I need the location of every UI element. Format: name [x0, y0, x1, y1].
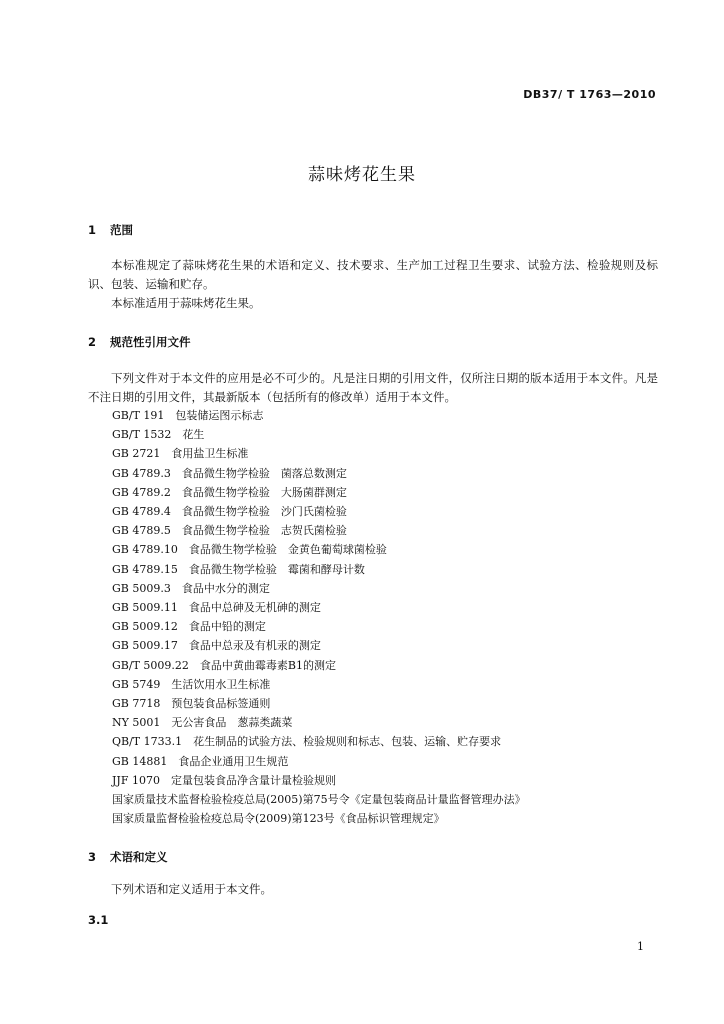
scope-paragraph: 本标准规定了蒜味烤花生果的术语和定义、技术要求、生产加工过程卫生要求、试验方法、检验规则及标识、包装、运输和贮存。	[88, 258, 658, 291]
reference-item: GB 2721 食用盐卫生标准	[112, 447, 249, 461]
section-3-body	[88, 880, 658, 899]
section-1-heading	[88, 222, 133, 238]
section-2-intro	[88, 369, 658, 407]
section-number: 3	[88, 850, 97, 864]
terms-intro: 下列术语和定义适用于本文件。	[111, 882, 272, 896]
reference-item: GB 4789.5 食品微生物学检验 志贺氏菌检验	[112, 524, 347, 538]
section-title: 范围	[110, 223, 134, 237]
reference-item: GB 7718 预包装食品标签通则	[112, 697, 271, 711]
reference-item: GB/T 5009.22 食品中黄曲霉毒素B1的测定	[112, 658, 336, 672]
section-title: 规范性引用文件	[110, 335, 191, 349]
section-1-body	[88, 256, 658, 313]
reference-item: GB 5009.12 食品中铅的测定	[112, 620, 266, 634]
standard-code: DB37/ T 1763—2010	[523, 88, 656, 101]
reference-item: GB/T 191 包装储运图示标志	[112, 409, 264, 422]
scope-paragraph: 本标准适用于蒜味烤花生果。	[111, 296, 261, 310]
reference-item: GB 5749 生活饮用水卫生标准	[112, 677, 271, 691]
reference-item: JJF 1070 定量包装食品净含量计量检验规则	[112, 773, 336, 787]
reference-item: GB 4789.2 食品微生物学检验 大肠菌群测定	[112, 485, 347, 499]
page-number: 1	[637, 940, 644, 953]
section-number: 2	[88, 335, 97, 349]
reference-item: GB 4789.15 食品微生物学检验 霉菌和酵母计数	[112, 562, 365, 576]
reference-item: GB/T 1532 花生	[112, 428, 205, 442]
subsection-number: 3.1	[88, 913, 109, 927]
reference-item: 国家质量监督检验检疫总局令(2009)第123号《食品标识管理规定》	[112, 812, 445, 826]
document-title: 蒜味烤花生果	[308, 165, 416, 185]
reference-item: GB 14881 食品企业通用卫生规范	[112, 754, 289, 768]
reference-item: QB/T 1733.1 花生制品的试验方法、检验规则和标志、包装、运输、贮存要求	[112, 735, 502, 749]
reference-item: GB 4789.3 食品微生物学检验 菌落总数测定	[112, 466, 347, 480]
reference-item: 国家质量技术监督检验检疫总局(2005)第75号令《定量包装商品计量监督管理办法》	[112, 793, 526, 807]
reference-item: GB 5009.11 食品中总砷及无机砷的测定	[112, 601, 321, 615]
reference-item: GB 5009.17 食品中总汞及有机汞的测定	[112, 639, 321, 653]
subsection-3-1-heading	[88, 913, 108, 927]
section-2-heading	[88, 334, 191, 350]
reference-item: GB 4789.4 食品微生物学检验 沙门氏菌检验	[112, 505, 347, 519]
normative-references-list	[112, 406, 526, 828]
reference-item: GB 5009.3 食品中水分的测定	[112, 581, 270, 595]
reference-item: NY 5001 无公害食品 葱蒜类蔬菜	[112, 716, 293, 730]
section-3-heading	[88, 849, 168, 865]
section-title: 术语和定义	[110, 850, 168, 864]
references-intro: 下列文件对于本文件的应用是必不可少的。凡是注日期的引用文件，仅所注日期的版本适用于本文件。凡是不注日期的引用文件，其最新版本（包括所有的修改单）适用于本文件。	[88, 371, 658, 404]
section-number: 1	[88, 223, 97, 237]
reference-item: GB 4789.10 食品微生物学检验 金黄色葡萄球菌检验	[112, 543, 387, 557]
